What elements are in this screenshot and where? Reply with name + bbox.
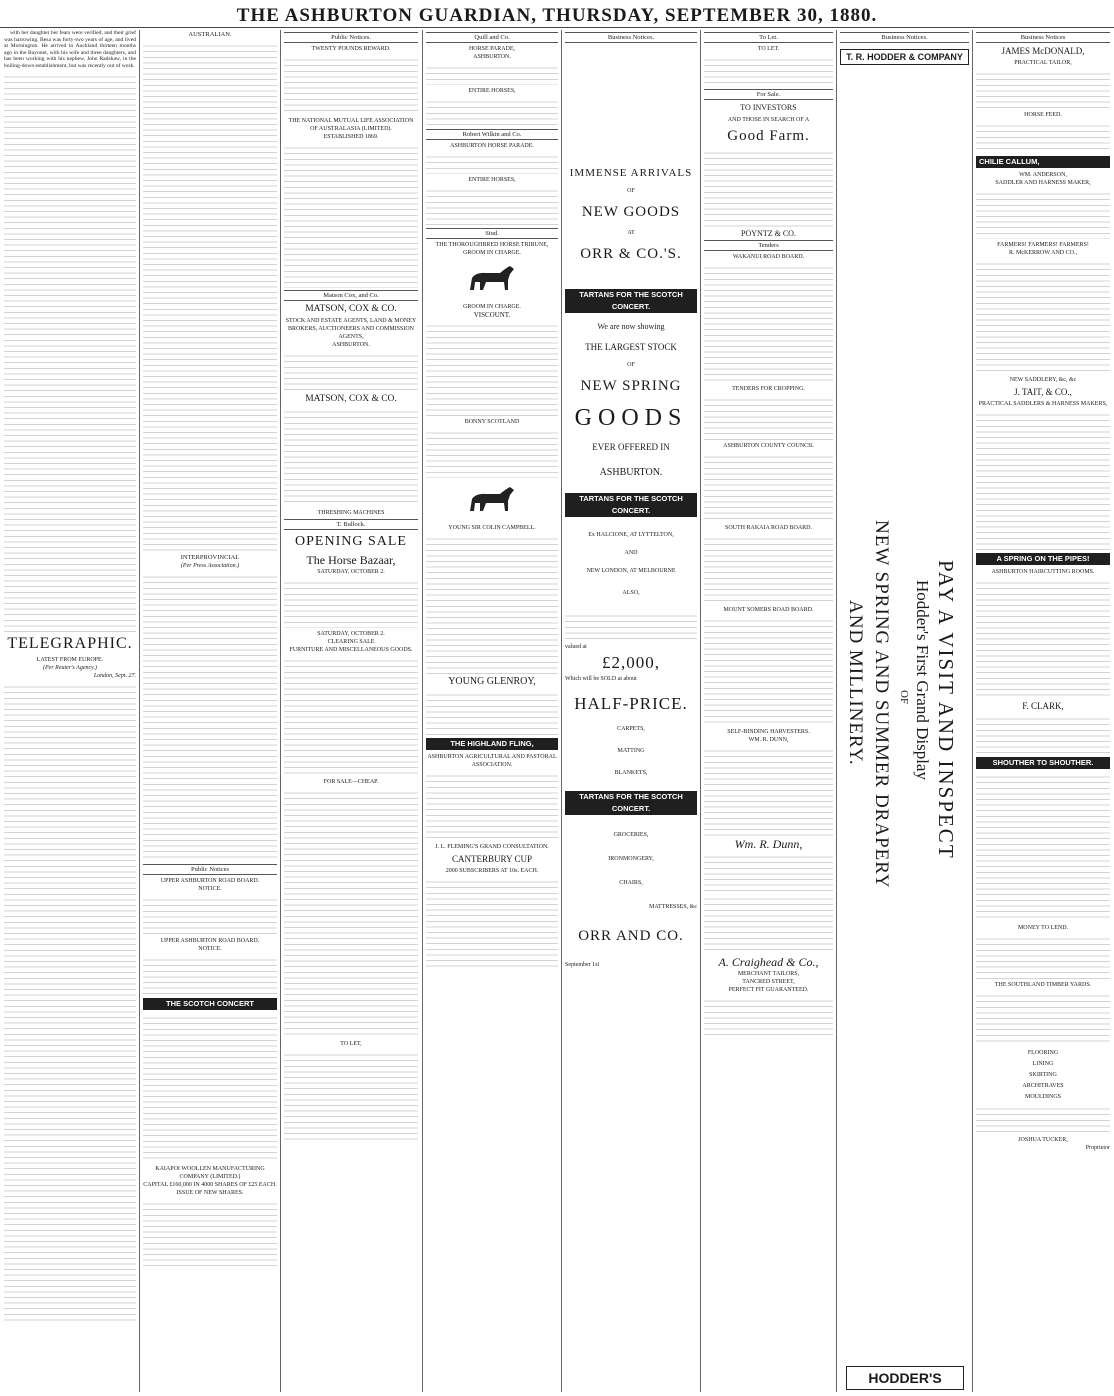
text-block bbox=[426, 690, 558, 735]
text-block bbox=[565, 611, 697, 641]
entire-horses: ENTIRE HORSES, bbox=[468, 88, 516, 94]
text-block bbox=[426, 877, 558, 967]
investors: TO INVESTORS bbox=[740, 103, 797, 112]
new-spring: NEW SPRING bbox=[580, 378, 682, 394]
mouldings: MOULDINGS bbox=[1025, 1094, 1061, 1100]
tartans-banner: TARTANS FOR THE SCOTCH CONCERT. bbox=[565, 493, 697, 517]
reward-heading: TWENTY POUNDS REWARD. bbox=[311, 46, 391, 52]
for-sale-heading: For Sale. bbox=[704, 89, 833, 100]
column-rule bbox=[972, 30, 973, 1392]
to-let-heading: To Let. bbox=[704, 32, 833, 43]
town: ASHBURTON. bbox=[599, 467, 663, 478]
column-2 bbox=[143, 30, 277, 1390]
text-block bbox=[704, 534, 833, 604]
millinery: AND MILLINERY. bbox=[845, 600, 866, 766]
harvesters: SELF-BINDING HARVESTERS. bbox=[727, 729, 810, 735]
text-block bbox=[704, 148, 833, 228]
saddlery: NEW SADDLERY, &c, &c bbox=[1009, 377, 1077, 383]
text-block bbox=[284, 143, 418, 288]
tribune: THE THOROUGHBRED HORSE TRIBUNE, bbox=[435, 242, 549, 248]
stud-heading: Stud. bbox=[426, 228, 558, 239]
text-block bbox=[704, 55, 833, 87]
business-heading: Business Notices bbox=[976, 32, 1110, 43]
ironmongery: IRONMONGERY, bbox=[608, 856, 654, 862]
latest-europe: LATEST FROM EUROPE. bbox=[36, 656, 104, 663]
pay-visit: PAY A VISIT AND INSPECT bbox=[934, 560, 958, 860]
council: ASHBURTON COUNTY COUNCIL bbox=[723, 443, 814, 449]
column-5 bbox=[565, 30, 697, 1390]
public-notices-heading: Public Notices bbox=[143, 864, 277, 875]
search-line: AND THOSE IN SEARCH OF A bbox=[727, 117, 810, 123]
road-board-heading: UPPER ASHBURTON ROAD BOARD. bbox=[160, 938, 260, 944]
sale-date: SATURDAY, OCTOBER 2. bbox=[317, 631, 385, 637]
text-block bbox=[704, 263, 833, 383]
valued-at: valued at bbox=[565, 644, 587, 650]
ad-date: September 1st bbox=[565, 962, 600, 968]
carpets: CARPETS, bbox=[617, 726, 645, 732]
text-block bbox=[143, 41, 277, 551]
orr-and-co: ORR AND CO. bbox=[578, 928, 684, 944]
text-block bbox=[976, 1104, 1110, 1134]
text-block bbox=[284, 656, 418, 776]
sold-at: Which will be SOLD at about bbox=[565, 676, 637, 682]
text-block bbox=[976, 259, 1110, 374]
saddler: SADDLER AND HARNESS MAKER, bbox=[995, 180, 1091, 186]
proprietor: Proprietor bbox=[1085, 1145, 1110, 1151]
horse-bazaar: The Horse Bazaar, bbox=[306, 553, 396, 567]
horse-parade: HORSE PARADE, bbox=[468, 46, 516, 52]
canterbury-cup: CANTERBURY CUP bbox=[452, 854, 532, 864]
opening-sale: OPENING SALE bbox=[295, 534, 407, 549]
horse-icon bbox=[462, 260, 522, 300]
column-rule bbox=[422, 30, 423, 1392]
for-sale-cheap: FOR SALE—CHEAP. bbox=[323, 779, 379, 785]
hodders-footer: HODDER'S bbox=[846, 1366, 964, 1390]
column-3 bbox=[284, 30, 418, 1390]
text-block bbox=[143, 572, 277, 862]
column-4 bbox=[426, 30, 558, 1390]
established: ESTABLISHED 1869. bbox=[323, 134, 379, 140]
text-block bbox=[426, 428, 558, 478]
spring-drapery: NEW SPRING AND SUMMER DRAPERY bbox=[871, 520, 892, 889]
text-block bbox=[426, 321, 558, 416]
threshing-heading: THRESHING MACHINES bbox=[317, 510, 385, 516]
callum-banner: CHILIE CALLUM, bbox=[976, 156, 1110, 168]
showing: We are now showing bbox=[597, 322, 665, 331]
text-block bbox=[284, 55, 418, 115]
cropping: TENDERS FOR CROPPING. bbox=[732, 386, 805, 392]
tailors: MERCHANT TAILORS, bbox=[737, 971, 800, 977]
to-let: TO LET, bbox=[340, 1041, 362, 1047]
text-block bbox=[426, 771, 558, 841]
sir-colin: YOUNG SIR COLIN CAMPBELL. bbox=[448, 525, 536, 531]
text-block bbox=[143, 955, 277, 995]
text-block bbox=[284, 788, 418, 1038]
column-8 bbox=[976, 30, 1110, 1390]
masthead-title: THE ASHBURTON GUARDIAN, THURSDAY, SEPTEMBER 30, 1880. bbox=[236, 5, 878, 26]
text-block bbox=[284, 351, 418, 391]
text-block bbox=[426, 152, 558, 174]
largest-stock: THE LARGEST STOCK bbox=[585, 342, 677, 352]
business-heading: Business Notices. bbox=[840, 32, 969, 43]
matson-town: ASHBURTON. bbox=[332, 342, 370, 348]
hodder-name: T. R. HODDER & COMPANY bbox=[846, 52, 963, 62]
mount-somers: MOUNT SOMERS ROAD BOARD. bbox=[723, 607, 814, 613]
wilkin-heading: Robert Wilkin and Co. bbox=[426, 129, 558, 140]
shouther-banner: SHOUTHER TO SHOUTHER. bbox=[976, 757, 1110, 769]
column-6 bbox=[704, 30, 833, 1390]
groom: GROOM IN CHARGE. bbox=[463, 304, 521, 310]
press-note: (Per Press Association.) bbox=[180, 563, 240, 569]
timber-yards: THE SOUTHLAND TIMBER YARDS. bbox=[994, 982, 1092, 988]
bonny-scotland: BONNY SCOTLAND bbox=[464, 419, 520, 425]
horse-icon bbox=[462, 481, 522, 521]
amount: £2,000, bbox=[602, 653, 660, 672]
column-rule bbox=[280, 30, 281, 1392]
text-block bbox=[976, 578, 1110, 698]
text-block bbox=[976, 189, 1110, 239]
text-block bbox=[426, 97, 558, 127]
viscount: VISCOUNT. bbox=[473, 311, 511, 319]
tenders-heading: Tenders bbox=[704, 240, 833, 251]
ever-offered: EVER OFFERED IN bbox=[592, 442, 670, 452]
article-text: with her daughter her fears were verified, and their grief was harrowing. Besa was forty-two years of age, and lived at Mornington. He arrived in Auckland thirteen months ago in the Bayonet, with his wife and three daughters, and has been working with his nephew, John Radshaw, in the boiling-down establishment, but was recently out of work. bbox=[4, 30, 136, 69]
text-block bbox=[426, 63, 558, 85]
first-display: Hodder's First Grand Display bbox=[913, 580, 932, 780]
clark: F. CLARK, bbox=[1022, 701, 1064, 711]
wakanui: WAKANUI ROAD BOARD. bbox=[732, 254, 805, 260]
matson-name: MATSON, COX & CO. bbox=[305, 394, 397, 404]
furniture-line: FURNITURE AND MISCELLANEOUS GOODS. bbox=[289, 647, 413, 653]
mutual-heading: THE NATIONAL MUTUAL LIFE ASSOCIATION OF AUSTRALASIA (LIMITED). bbox=[288, 118, 414, 132]
dunn: WM. R. DUNN, bbox=[748, 737, 789, 743]
text-block bbox=[426, 186, 558, 226]
interprovincial-heading: INTERPROVINCIAL bbox=[180, 554, 240, 561]
text-block bbox=[704, 852, 833, 892]
text-block bbox=[976, 410, 1110, 550]
tartans-banner: TARTANS FOR THE SCOTCH CONCERT. bbox=[565, 289, 697, 313]
shares-line: ISSUE OF NEW SHARES. bbox=[176, 1190, 244, 1196]
australian-heading: AUSTRALIAN. bbox=[188, 31, 232, 38]
entire-horses: ENTIRE HORSES, bbox=[468, 177, 516, 183]
column-rule bbox=[700, 30, 701, 1392]
dateline: London, Sept. 27. bbox=[93, 672, 136, 679]
word-at: AT bbox=[627, 230, 635, 236]
text-block bbox=[426, 534, 558, 674]
craighead: A. Craighead & Co., bbox=[718, 955, 819, 969]
lining: LINING bbox=[1032, 1061, 1054, 1067]
text-block bbox=[143, 1199, 277, 1269]
groom: GROOM IN CHARGE. bbox=[463, 250, 521, 256]
column-1 bbox=[4, 30, 136, 1390]
woollen-heading: KAIAPOI WOOLLEN MANUFACTURING COMPANY (LIMITED.) bbox=[155, 1166, 265, 1180]
spring-pipes-banner: A SPRING ON THE PIPES! bbox=[976, 553, 1110, 565]
fleming: J. L. FLEMING'S GRAND CONSULTATION. bbox=[435, 844, 549, 850]
telegraphic-heading: TELEGRAPHIC. bbox=[7, 634, 133, 652]
text-block bbox=[143, 895, 277, 935]
word-of: OF bbox=[898, 690, 910, 705]
text-block bbox=[4, 72, 136, 632]
road-board-heading: UPPER ASHBURTON ROAD BOARD. bbox=[160, 878, 260, 884]
immense-arrivals: IMMENSE ARRIVALS bbox=[569, 167, 693, 179]
text-block bbox=[976, 69, 1110, 109]
blankets: BLANKETS, bbox=[614, 770, 648, 776]
skirting: SKIRTING bbox=[1029, 1072, 1057, 1078]
half-price: HALF-PRICE. bbox=[574, 694, 688, 713]
text-block bbox=[284, 1050, 418, 1140]
tartans-banner: TARTANS FOR THE SCOTCH CONCERT. bbox=[565, 791, 697, 815]
matson-name: MATSON, COX & CO. bbox=[305, 304, 397, 314]
dunn-signature: Wm. R. Dunn, bbox=[734, 837, 803, 851]
text-block bbox=[284, 407, 418, 507]
also: ALSO, bbox=[622, 590, 640, 596]
public-notices-heading: Public Notices. bbox=[284, 32, 418, 43]
agency-note: (Per Reuter's Agency.) bbox=[43, 664, 97, 671]
tailor: PRACTICAL TAILOR, bbox=[1014, 60, 1072, 66]
quill-heading: Quill and Co. bbox=[426, 32, 558, 43]
halcione: Ex HALCIONE, AT LYTTELTON, bbox=[588, 532, 674, 538]
column-rule bbox=[561, 30, 562, 1392]
haircutting: ASHBURTON HAIRCUTTING ROOMS. bbox=[991, 569, 1095, 575]
highland-fling-banner: THE HIGHLAND FLING, bbox=[426, 738, 558, 750]
pastoral: ASHBURTON AGRICULTURAL AND PASTORAL ASSOCIATION. bbox=[427, 754, 557, 768]
flooring: FLOORING bbox=[1027, 1050, 1059, 1056]
mcdonald: JAMES McDONALD, bbox=[1001, 46, 1085, 56]
business-heading: Business Notices. bbox=[565, 32, 697, 43]
text-block bbox=[704, 746, 833, 836]
scotch-concert-banner: THE SCOTCH CONCERT bbox=[143, 998, 277, 1010]
horse-feed: HORSE FEED. bbox=[1024, 112, 1062, 118]
groceries: GROCERIES, bbox=[613, 832, 649, 838]
practical-saddlers: PRACTICAL SADDLERS & HARNESS MAKERS, bbox=[978, 401, 1108, 407]
column-rule bbox=[139, 30, 140, 1392]
column-rule bbox=[836, 30, 837, 1392]
architraves: ARCHITRAVES bbox=[1022, 1083, 1064, 1089]
text-block bbox=[976, 772, 1110, 922]
clearing-sale: CLEARING SALE bbox=[327, 639, 375, 645]
text-block bbox=[4, 682, 136, 1322]
matson-sub: STOCK AND ESTATE AGENTS, LAND & MONEY BROKERS, AUCTIONEERS AND COMMISSION AGENTS, bbox=[285, 318, 417, 340]
tait: J. TAIT, & CO., bbox=[1014, 387, 1072, 397]
anderson: WM. ANDERSON, bbox=[1019, 172, 1067, 178]
money-to-lend: MONEY TO LEND. bbox=[1017, 925, 1069, 931]
notice-heading: NOTICE. bbox=[198, 946, 222, 952]
new-goods: NEW GOODS bbox=[581, 204, 681, 220]
tucker: JOSHUA TUCKER, bbox=[1018, 1137, 1068, 1143]
goods: GOODS bbox=[574, 405, 688, 431]
text-block bbox=[704, 395, 833, 440]
word-of: OF bbox=[627, 362, 635, 368]
text-block bbox=[143, 1013, 277, 1163]
hodder-banner bbox=[840, 49, 969, 65]
town: ASHBURTON. bbox=[473, 54, 511, 60]
word-and: AND bbox=[624, 550, 638, 556]
text-block bbox=[284, 578, 418, 628]
text-block bbox=[704, 616, 833, 726]
bullock-heading: T. Bullock. bbox=[284, 519, 418, 530]
capital-line: CAPITAL £160,000 IN 4000 SHARES OF £25 EACH. bbox=[143, 1182, 277, 1188]
south-rakaia: SOUTH RAKAIA ROAD BOARD. bbox=[724, 525, 812, 531]
orr-name: ORR & CO.'S. bbox=[580, 246, 682, 262]
matting: MATTING bbox=[617, 748, 645, 754]
word-of: OF bbox=[627, 188, 635, 194]
text-block bbox=[704, 452, 833, 522]
mckerrow: R. McKERROW AND CO., bbox=[1009, 250, 1077, 256]
to-let: TO LET. bbox=[757, 46, 780, 52]
notice-heading: NOTICE. bbox=[198, 886, 222, 892]
poyntz: POYNTZ & CO. bbox=[741, 229, 796, 238]
matson-heading: Matson Cox, and Co. bbox=[284, 290, 418, 301]
masthead bbox=[0, 0, 1114, 28]
text-block bbox=[976, 934, 1110, 979]
mattresses: MATTRESSES, &c bbox=[648, 904, 697, 910]
farmers: FARMERS! FARMERS! FARMERS! bbox=[997, 242, 1089, 248]
sale-date: SATURDAY, OCTOBER 2. bbox=[317, 569, 385, 575]
text-block bbox=[976, 991, 1110, 1046]
good-farm: Good Farm. bbox=[727, 128, 810, 144]
subscribers: 2000 SUBSCRIBERS AT 10s. EACH. bbox=[445, 868, 539, 874]
text-block bbox=[704, 894, 833, 954]
young-glenroy: YOUNG GLENROY, bbox=[448, 676, 536, 687]
melbourne: NEW LONDON, AT MELBOURNE bbox=[586, 568, 676, 574]
fit: PERFECT FIT GUARANTEED. bbox=[728, 987, 809, 993]
text-block bbox=[704, 996, 833, 1036]
text-block bbox=[976, 121, 1110, 153]
text-block bbox=[976, 714, 1110, 754]
chairs: CHAIRS, bbox=[619, 880, 643, 886]
horse-parade: ASHBURTON HORSE PARADE. bbox=[450, 143, 534, 149]
tancred: TANCRED STREET, bbox=[742, 979, 795, 985]
